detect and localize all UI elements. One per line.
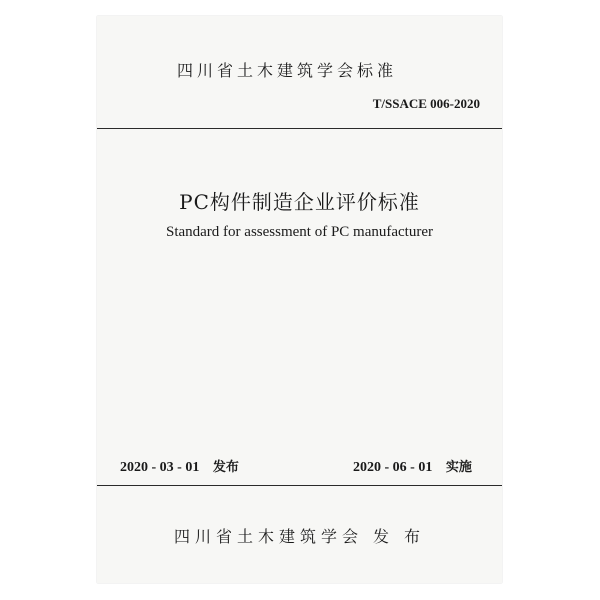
publish-date: 2020 - 03 - 01	[120, 460, 200, 475]
publish-date-row	[120, 456, 239, 476]
effective-date: 2020 - 06 - 01	[353, 460, 433, 475]
effective-label: 实施	[445, 460, 472, 475]
publish-label: 发布	[212, 460, 239, 475]
top-divider	[97, 128, 502, 129]
publisher-name: 四川省土木建筑学会	[173, 527, 363, 546]
issuer-heading: 四川省土木建筑学会标准	[177, 61, 398, 80]
bottom-divider	[97, 485, 502, 486]
publisher-action: 发 布	[372, 527, 426, 546]
title-chinese: PC构件制造企业评价标准	[179, 190, 420, 214]
standard-cover	[97, 16, 502, 583]
title-english: Standard for assessment of PC manufacturer	[165, 224, 433, 240]
publisher-footer	[97, 524, 502, 547]
standard-code: T/SSACE 006-2020	[372, 96, 480, 111]
effective-date-row	[353, 456, 472, 476]
